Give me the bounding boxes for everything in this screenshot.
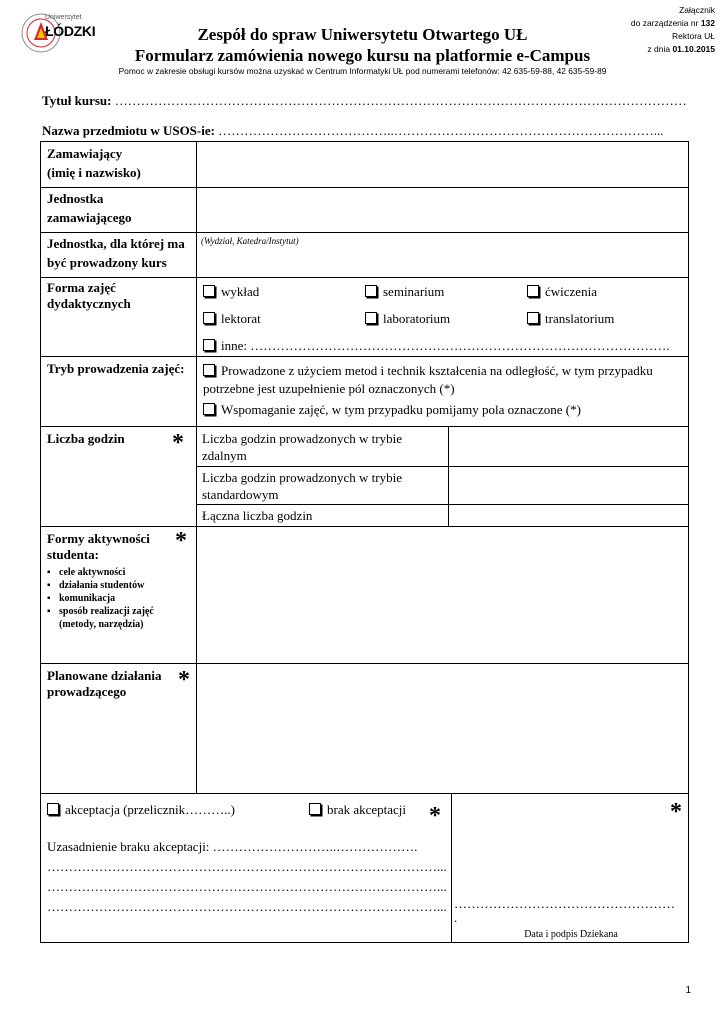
hours-standard-input[interactable] [450, 467, 688, 503]
option-language-course[interactable] [203, 310, 261, 328]
mode-option-distance-label: Prowadzone z użyciem metod i technik kształcenia na odległość, w tym przypadku potrzebne jest uzupełnienie pól oznaczonych (*) [203, 363, 653, 396]
usos-subject-dots: …………………………………..……………………………………………………... [218, 123, 664, 138]
hours-total-label: Łączna liczba godzin [202, 508, 313, 523]
student-activity-label: Formy aktywności studenta: [47, 531, 150, 562]
option-seminar[interactable] [365, 283, 444, 301]
option-reject[interactable] [309, 801, 406, 819]
annex-line2 [631, 17, 715, 30]
hours-remote-label: Liczba godzin prowadzonych w trybie zdalnym [202, 431, 402, 463]
option-other-label: inne: ……………………………………………………………………………………. [221, 338, 670, 353]
justification-dots-1[interactable]: ………………………………………………………………………………... [47, 859, 447, 874]
annex-date: 01.10.2015 [672, 44, 715, 54]
required-star-acceptance: * [429, 803, 441, 829]
ordering-unit-input-cell[interactable] [198, 188, 688, 231]
checkbox-mode-support[interactable] [203, 403, 215, 415]
page-title-team: Zespół do spraw Uniwersytetu Otwartego UŁ [197, 25, 528, 44]
ordering-unit-label: Jednostka zamawiającego [47, 191, 132, 225]
course-title-label: Tytuł kursu: [42, 93, 112, 108]
student-activity-input-cell[interactable] [198, 527, 688, 662]
option-lecture[interactable] [203, 283, 259, 301]
logo-text-lodzki: ŁÓDZKI [45, 23, 96, 39]
option-translation[interactable] [527, 310, 614, 328]
student-activity-bullets [47, 566, 154, 631]
option-lecture-label: wykład [221, 284, 260, 299]
option-accept-label: akceptacja (przelicznik………..) [65, 802, 235, 817]
class-form-label: Forma zajęć dydaktycznych [47, 280, 131, 311]
checkbox-accept[interactable] [47, 803, 59, 815]
signature-dot-line2: . [454, 910, 458, 925]
option-accept[interactable] [47, 801, 235, 819]
required-star-activity: * [175, 528, 187, 554]
target-unit-hint: (Wydział, Katedra/Instytut) [201, 236, 299, 246]
teaching-mode-label: Tryb prowadzenia zajęć: [47, 361, 185, 376]
required-star-signature: * [670, 799, 682, 825]
option-language-course-label: lektorat [221, 311, 261, 326]
orderer-input-cell[interactable] [198, 143, 688, 186]
annex-line2-prefix: do zarządzenia nr [630, 18, 701, 28]
signature-dots[interactable]: …………………………………………… [454, 896, 675, 911]
planned-actions-label: Planowane działania prowadzącego [47, 668, 162, 699]
hours-remote-input[interactable] [450, 427, 688, 465]
checkbox-translation[interactable] [527, 312, 539, 324]
option-exercises[interactable] [527, 283, 597, 301]
hours-total-input[interactable] [450, 505, 688, 525]
activity-bullet-method-detail: (metody, narzędzia) [59, 619, 144, 630]
required-star-hours: * [172, 430, 184, 456]
option-reject-label: brak akceptacji [327, 802, 407, 817]
usos-subject-label: Nazwa przedmiotu w USOS-ie: [42, 123, 215, 138]
annex-line4 [631, 43, 715, 56]
annex-number: 132 [700, 18, 715, 28]
dean-signature-label: Data i podpis Dziekana [524, 929, 618, 940]
planned-actions-input-cell[interactable] [198, 664, 688, 792]
checkbox-laboratory[interactable] [365, 312, 377, 324]
mode-option-distance[interactable] [203, 362, 683, 398]
option-other[interactable] [203, 337, 670, 355]
activity-bullet-goals: ▪ cele aktywności [47, 566, 154, 579]
annex-line1: Załącznik [679, 5, 715, 15]
hours-label: Liczba godzin [47, 431, 125, 446]
annex-line3: Rektora UŁ [672, 31, 715, 41]
annex-note [631, 4, 715, 56]
activity-bullet-actions: ▪ działania studentów [47, 579, 154, 592]
justification-dots-2[interactable]: ………………………………………………………………………………... [47, 879, 447, 894]
course-title-dots: …………………………………………………………………………………………………………………… [114, 93, 687, 108]
logo-text-university: Uniwersytet [45, 14, 82, 21]
option-exercises-label: ćwiczenia [545, 284, 597, 299]
target-unit-input-cell[interactable] [198, 249, 688, 276]
orderer-label: Zamawiający (imię i nazwisko) [47, 146, 141, 180]
justification-dots-3[interactable]: ………………………………………………………………………………... [47, 899, 447, 914]
checkbox-reject[interactable] [309, 803, 321, 815]
hours-standard-label: Liczba godzin prowadzonych w trybie standardowym [202, 470, 402, 502]
option-translation-label: translatorium [545, 311, 615, 326]
help-contact-line: Pomoc w zakresie obsługi kursów można uzyskać w Centrum Informatyki UŁ pod numerami telefonów: 42 635-59-88, 42 635-59-89 [118, 66, 607, 76]
activity-bullet-communication: ▪ komunikacja [47, 592, 154, 605]
option-laboratory-label: laboratorium [383, 311, 451, 326]
checkbox-language-course[interactable] [203, 312, 215, 324]
order-form-table [40, 141, 689, 943]
target-unit-label: Jednostka, dla której ma być prowadzony kurs [47, 236, 185, 270]
checkbox-mode-distance[interactable] [203, 364, 215, 376]
mode-option-support-label: Wspomaganie zajęć, w tym przypadku pomijamy pola oznaczone (*) [221, 402, 581, 417]
checkbox-seminar[interactable] [365, 285, 377, 297]
usos-subject-field[interactable] [42, 123, 663, 139]
mode-option-support[interactable] [203, 401, 683, 419]
annex-line4-prefix: z dnia [647, 44, 673, 54]
page-title-form: Formularz zamówienia nowego kursu na platformie e-Campus [134, 46, 591, 65]
option-seminar-label: seminarium [383, 284, 445, 299]
checkbox-other[interactable] [203, 339, 215, 351]
option-laboratory[interactable] [365, 310, 450, 328]
justification-line[interactable]: Uzasadnienie braku akceptacji: ………………………..………………. [47, 839, 418, 854]
checkbox-lecture[interactable] [203, 285, 215, 297]
required-star-planned: * [178, 667, 190, 693]
page-number: 1 [685, 985, 691, 996]
course-title-field[interactable] [42, 93, 687, 109]
activity-bullet-method: ▪ sposób realizacji zajęć [47, 605, 154, 618]
checkbox-exercises[interactable] [527, 285, 539, 297]
